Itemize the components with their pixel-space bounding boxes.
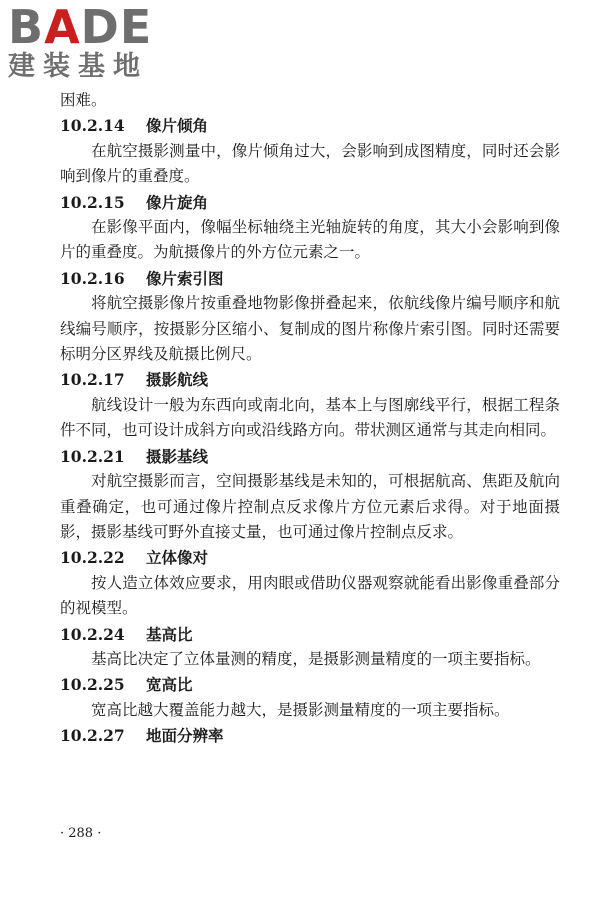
logo-letter: D xyxy=(80,0,120,54)
section-number: 10.2.16 xyxy=(60,268,125,288)
section-heading xyxy=(60,113,560,138)
document-body xyxy=(60,88,560,749)
section-number: 10.2.21 xyxy=(60,446,125,466)
logo-latin xyxy=(8,0,178,54)
section-number: 10.2.25 xyxy=(60,675,125,695)
section-title: 地面分辨率 xyxy=(146,726,224,746)
section-title: 立体像对 xyxy=(146,548,209,568)
section-number: 10.2.27 xyxy=(60,726,125,746)
section-title: 摄影基线 xyxy=(146,446,209,466)
section-heading xyxy=(60,723,560,748)
paragraph: 在影像平面内，像幅坐标轴绕主光轴旋转的角度，其大小会影响到像片的重叠度。为航摄像片的外方位元素之一。 xyxy=(60,218,560,262)
text-line: 困难。 xyxy=(60,91,107,109)
section-heading xyxy=(60,190,560,215)
paragraph: 按人造立体效应要求，用肉眼或借助仪器观察就能看出影像重叠部分的视模型。 xyxy=(60,573,560,618)
section-heading xyxy=(60,444,560,469)
paragraph: 在航空摄影测量中，像片倾角过大，会影响到成图精度，同时还会影响到像片的重叠度。 xyxy=(60,141,560,186)
section-heading xyxy=(60,266,560,291)
logo-letter: A xyxy=(44,0,81,54)
section-number: 10.2.14 xyxy=(60,116,125,136)
section-number: 10.2.15 xyxy=(60,192,125,212)
paragraph: 基高比决定了立体量测的精度，是摄影测量精度的一项主要指标。 xyxy=(91,649,541,668)
paragraph: 将航空摄影像片按重叠地物影像拼叠起来，依航线像片编号顺序和航线编号顺序，按摄影分区缩小、复制成的图片称像片索引图。同时还需要标明分区界线及航摄比例尺。 xyxy=(60,294,560,364)
section-title: 基高比 xyxy=(146,624,193,644)
section-title: 宽高比 xyxy=(146,675,193,695)
section-heading xyxy=(60,672,560,697)
section-heading xyxy=(60,545,560,570)
logo-chinese: 建装基地 xyxy=(8,51,148,82)
section-title: 摄影航线 xyxy=(146,370,209,390)
section-title: 像片倾角 xyxy=(146,116,209,136)
paragraph: 航线设计一般为东西向或南北向，基本上与图廓线平行，根据工程条件不同，也可设计成斜方向或沿线路方向。带状测区通常与其走向相同。 xyxy=(60,395,560,440)
paragraph: 对航空摄影而言，空间摄影基线是未知的，可根据航高、焦距及航向重叠确定，也可通过像片控制点反求像片方位元素后求得。对于地面摄影，摄影基线可野外直接丈量，也可通过像片控制点反求。 xyxy=(60,472,560,541)
section-title: 像片索引图 xyxy=(146,268,224,288)
section-number: 10.2.24 xyxy=(60,624,125,644)
section-number: 10.2.17 xyxy=(60,370,125,390)
logo-letter: B xyxy=(8,0,45,54)
page-number: · 288 · xyxy=(60,826,102,841)
section-heading xyxy=(60,622,560,647)
section-title: 像片旋角 xyxy=(146,192,209,212)
paragraph: 宽高比越大覆盖能力越大，是摄影测量精度的一项主要指标。 xyxy=(91,700,510,719)
section-heading xyxy=(60,367,560,392)
logo-letter: E xyxy=(119,0,153,54)
section-number: 10.2.22 xyxy=(60,548,125,568)
logo xyxy=(8,0,178,92)
